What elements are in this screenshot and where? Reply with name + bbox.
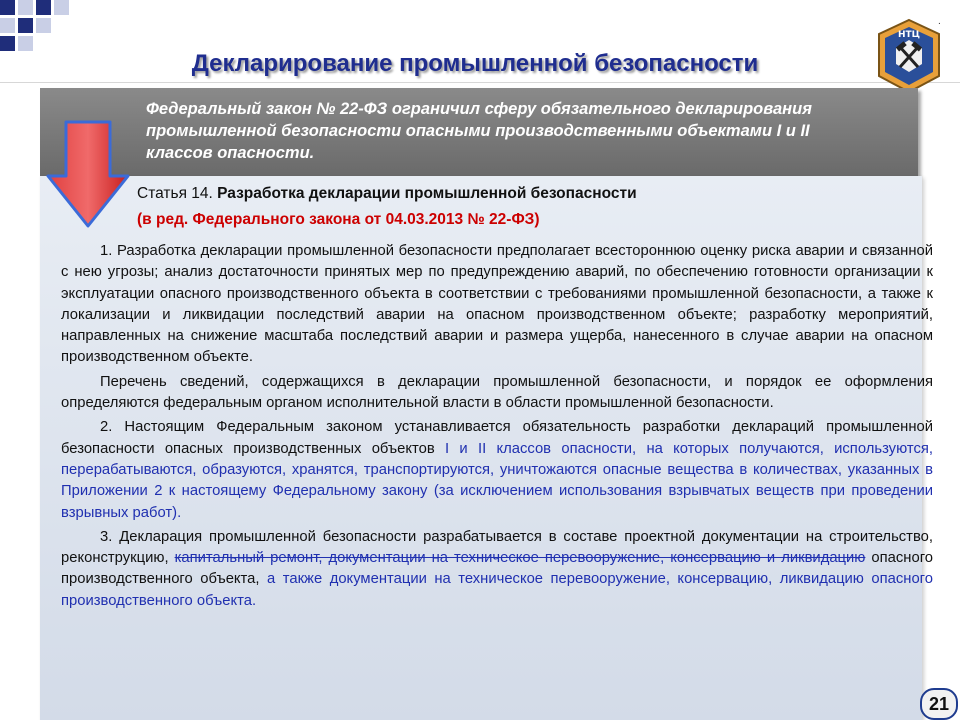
page-number: 21 xyxy=(920,688,958,720)
paragraph-1b: Перечень сведений, содержащихся в декларации промышленной безопасности, и порядок ее оформления определяются федеральным органом исполнительной власти в области промышленной безопасности. xyxy=(61,373,933,412)
article-subheading: (в ред. Федерального закона от 04.03.2013 № 22-ФЗ) xyxy=(137,211,540,228)
article-prefix: Статья 14. xyxy=(137,185,218,202)
logo-label: НТЦ xyxy=(897,30,921,40)
article-title: Разработка декларации промышленной безопасности xyxy=(217,185,637,202)
paragraph-3 xyxy=(61,527,933,612)
corner-decoration xyxy=(0,0,90,60)
paragraph-3-struck: капитальный ремонт, документации на техническое перевооружение, консервацию и ликвидацию xyxy=(174,550,866,567)
corner-dot: . xyxy=(938,16,941,27)
slide-title: Декларирование промышленной безопасности xyxy=(191,50,759,77)
article-body xyxy=(61,241,933,615)
paragraph-3-text: 3. Декларация промышленной безопасности разрабатывается в составе проектной документации на строительство, реконструкцию, xyxy=(61,528,933,567)
paragraph-1: 1. Разработка декларации промышленной безопасности предполагает всестороннюю оценку риска аварии и связанной с нею угрозы; анализ достаточности принятых мер по предупреждению аварий, по обеспечению готовности организации к эксплуатации опасного производственного объекта в соответствии с требованиями промышленной безопасности, а также к локализации и ликвидации последствий аварии на опасном производственном объекте; разработку мероприятий, направленных на снижение масштаба последствий аварии и размера ущерба, нанесенного в случае аварии на опасном производственном объекте. xyxy=(61,243,933,366)
paragraph-3-amendment: а также документации на техническое перевооружение, консервацию, ликвидацию опасного производственного объекта. xyxy=(61,571,933,609)
paragraph-3-text-2: опасного производственного объекта, xyxy=(61,550,933,588)
down-arrow-icon xyxy=(44,118,132,230)
title-divider xyxy=(0,82,960,83)
banner xyxy=(40,88,918,176)
paragraph-2-amendment: I и II классов опасности, на которых получаются, используются, перерабатываются, образуются, хранятся, транспортируются, уничтожаются опасные вещества в количествах, указанных в Приложении 2 к настоящему Федеральному закону (за исключением использования взрывчатых веществ при проведении взрывных работ). xyxy=(61,440,933,521)
banner-text: Федеральный закон № 22-ФЗ ограничил сферу обязательного декларирования промышленной безопасности опасными производственными объектами I и II классов опасности. xyxy=(146,100,812,162)
paragraph-2-text: 2. Настоящим Федеральным законом устанавливается обязательность разработки деклараций промышленной безопасности опасных производственных объектов xyxy=(61,419,933,457)
article-heading xyxy=(137,185,637,203)
paragraph-2 xyxy=(61,417,933,523)
company-logo-icon xyxy=(876,18,942,94)
